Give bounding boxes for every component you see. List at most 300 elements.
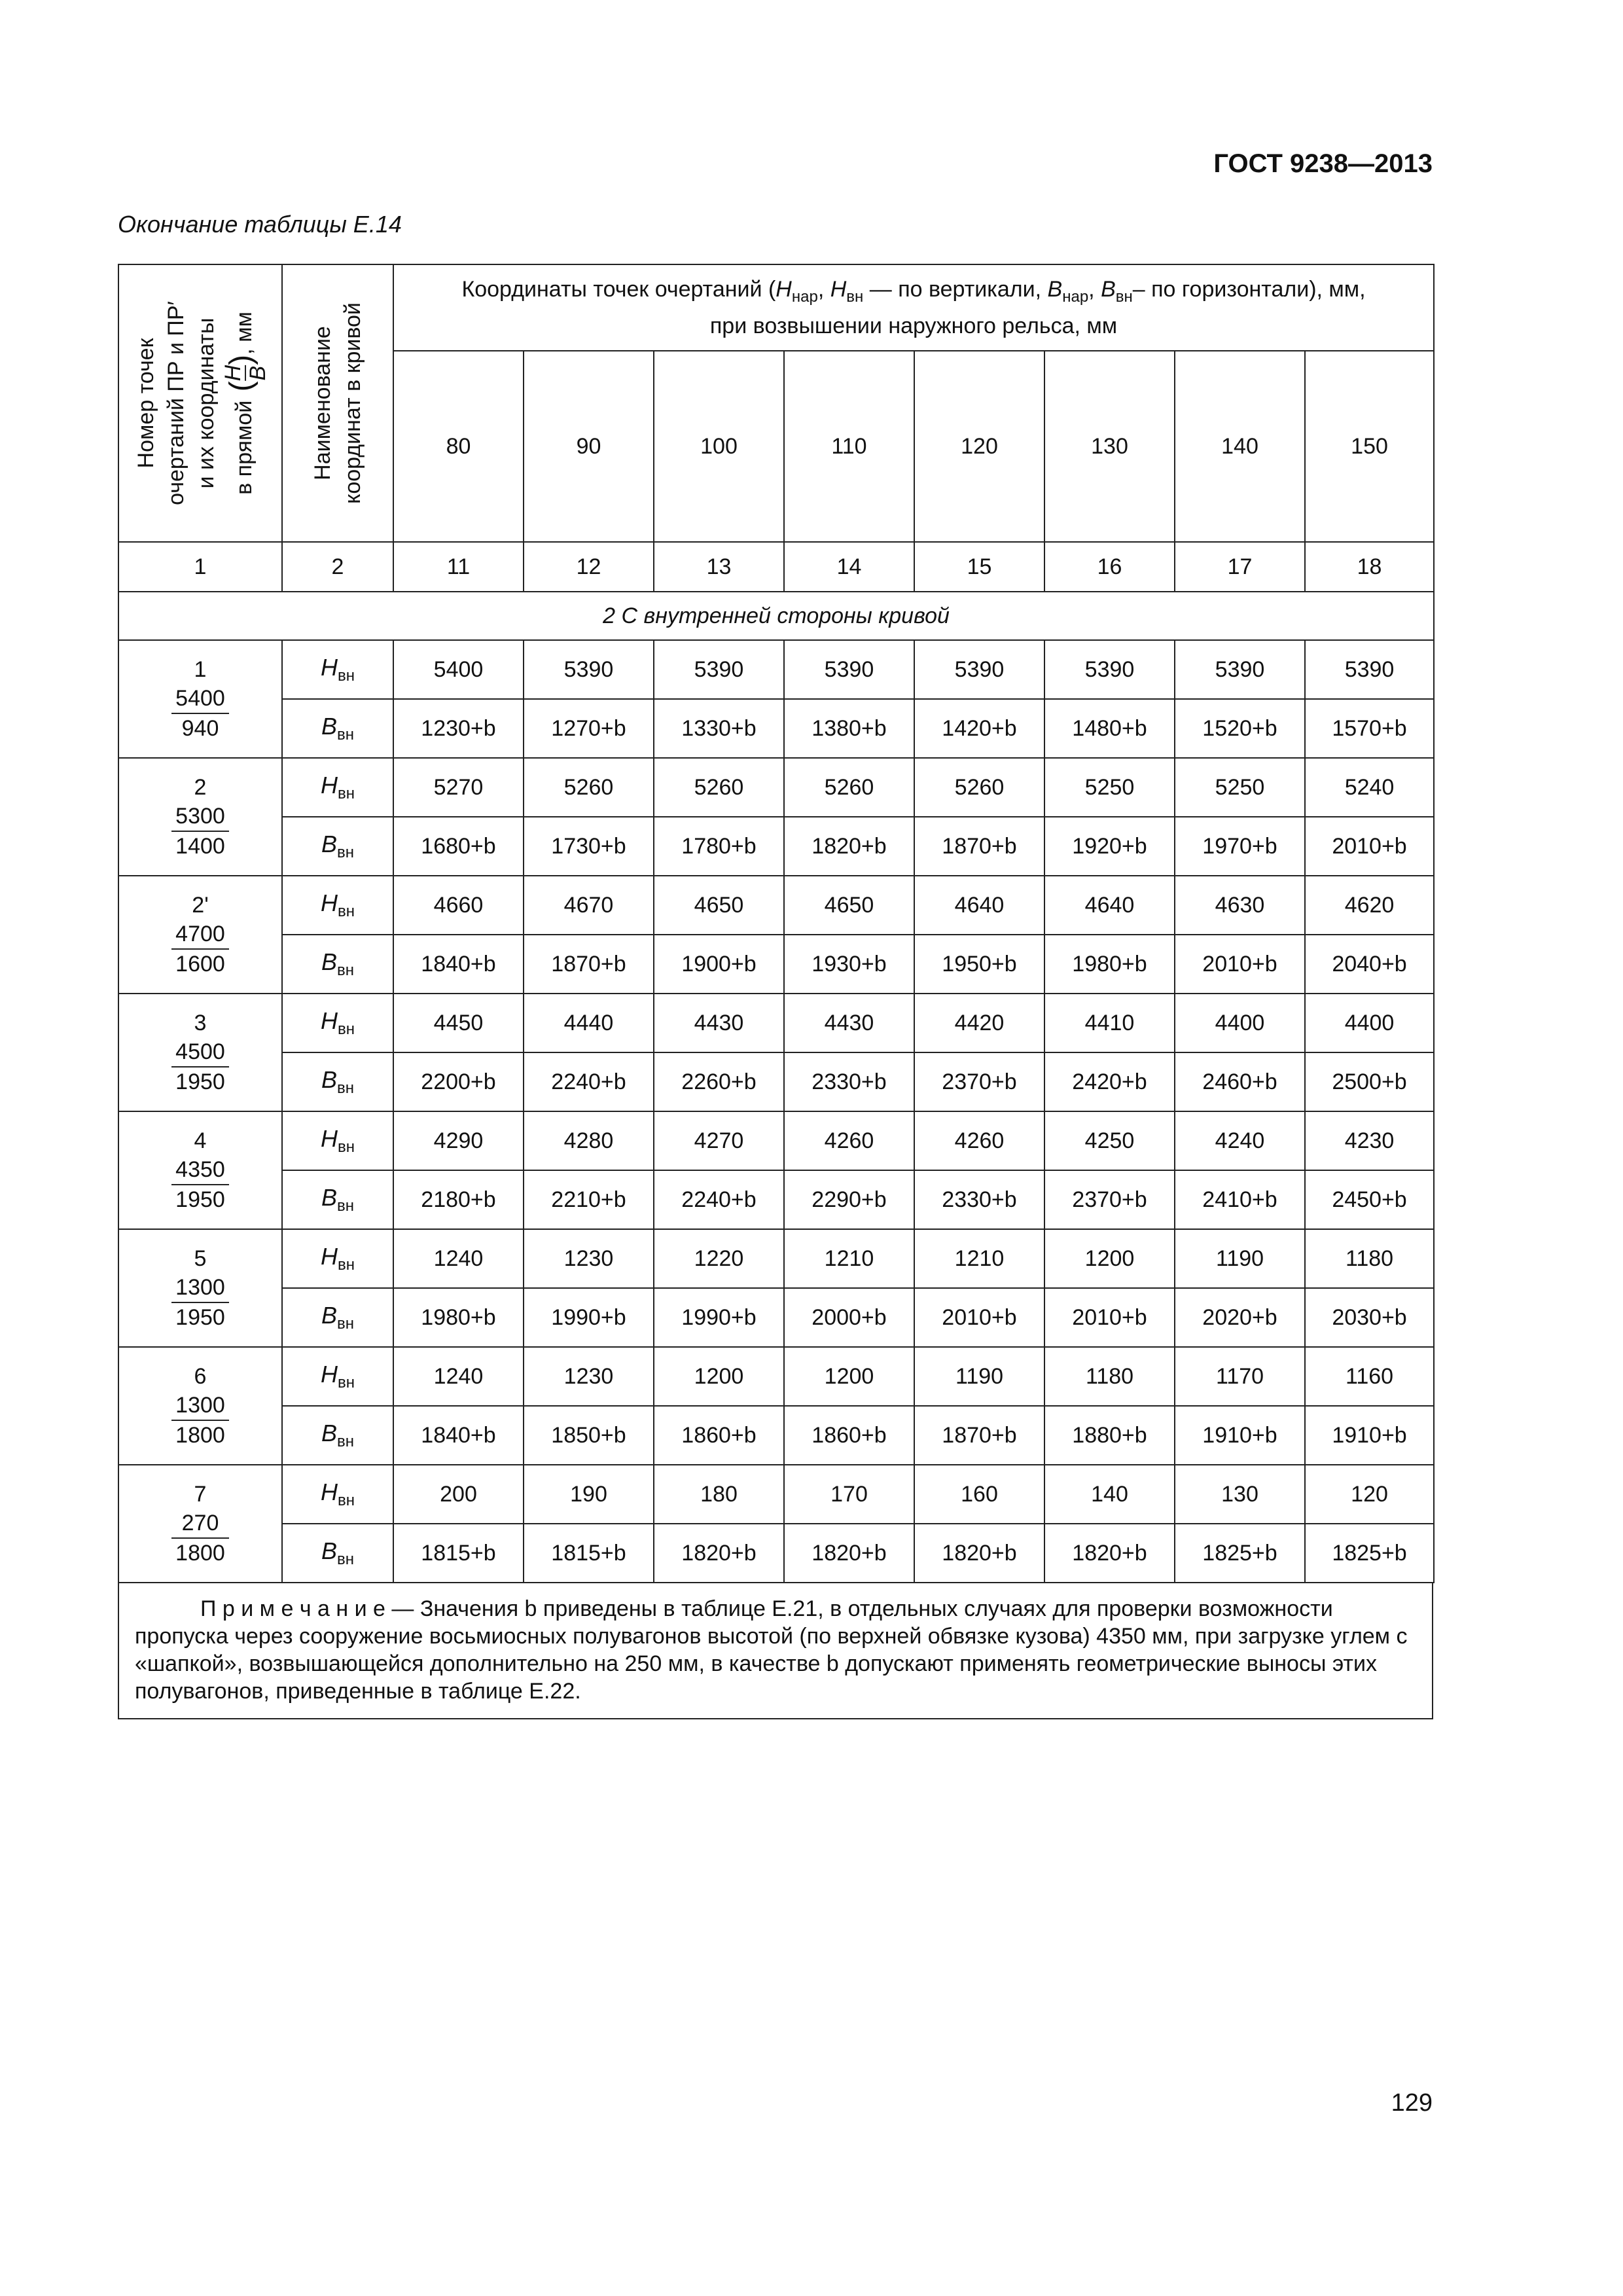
value-cell: 2000+b <box>784 1288 914 1347</box>
value-cell: 1990+b <box>524 1288 654 1347</box>
coordinate-name-cell <box>282 817 393 876</box>
point-cell <box>118 758 282 876</box>
value-cell: 5260 <box>914 758 1044 817</box>
header-subscript: вн <box>1115 287 1133 306</box>
coordinate-label <box>320 1124 355 1157</box>
coordinate-subscript: вн <box>337 667 355 685</box>
header-letter: B <box>1101 277 1116 302</box>
coordinate-letter: H <box>320 1360 338 1388</box>
table-row <box>118 1406 1434 1465</box>
value-cell: 1270+b <box>524 699 654 758</box>
coordinate-label <box>320 1360 355 1392</box>
header-subscript: нар <box>1062 287 1089 306</box>
table-caption: Окончание таблицы Е.14 <box>118 211 402 238</box>
header-coordinate-name-line: Наименование <box>310 326 335 480</box>
coordinate-letter: B <box>321 830 337 857</box>
value-cell: 5250 <box>1044 758 1175 817</box>
value-cell: 1230+b <box>393 699 524 758</box>
table-note <box>118 1583 1433 1719</box>
coordinate-letter: H <box>320 889 338 916</box>
point-fraction <box>171 1391 229 1450</box>
header-point-number-line <box>161 301 191 505</box>
elevation-cell: 140 <box>1175 351 1305 542</box>
coordinate-label <box>320 889 355 921</box>
header-coordinate-name <box>282 264 393 542</box>
value-cell: 1815+b <box>393 1524 524 1583</box>
table-row <box>118 1111 1434 1170</box>
coordinate-subscript: вн <box>337 961 355 980</box>
coordinate-label <box>321 1419 355 1451</box>
elevation-cell: 80 <box>393 351 524 542</box>
column-number-cell: 1 <box>118 542 282 592</box>
value-cell: 2240+b <box>654 1170 784 1229</box>
coordinate-subscript: вн <box>337 1433 355 1451</box>
page-number: 129 <box>1391 2089 1433 2117</box>
coordinate-subscript: вн <box>337 1197 355 1215</box>
point-cell <box>118 876 282 994</box>
point-cell <box>118 1229 282 1347</box>
value-cell: 140 <box>1044 1465 1175 1524</box>
coordinate-subscript: вн <box>337 1256 355 1274</box>
note-text: П р и м е ч а н и е — Значения b приведены в таблице Е.21, в отдельных случаях для проверки возможности пропуска через сооружение восьмиосных полувагонов высотой (по верхней обвязке кузова) 4350 мм, при загрузке углем с «шапкой», возвышающейся дополнительно на 250 мм, в качестве b допускают применять геометрические выносы этих полувагонов, приведенные в таблице Е.22. <box>135 1596 1408 1704</box>
coordinate-name-cell <box>282 1288 393 1347</box>
column-number-cell: 2 <box>282 542 393 592</box>
value-cell: 4400 <box>1175 994 1305 1052</box>
header-span-line2: при возвышении наружного рельса, мм <box>709 313 1118 338</box>
point-fraction <box>171 684 229 743</box>
value-cell: 1820+b <box>1044 1524 1175 1583</box>
coordinate-label <box>321 1537 355 1569</box>
coordinate-subscript: вн <box>337 726 355 744</box>
value-cell: 1210 <box>784 1229 914 1288</box>
value-cell: 5240 <box>1305 758 1434 817</box>
table-row <box>118 640 1434 699</box>
point-fraction <box>171 920 229 978</box>
value-cell: 1520+b <box>1175 699 1305 758</box>
table-row <box>118 1347 1434 1406</box>
value-cell: 1170 <box>1175 1347 1305 1406</box>
value-cell: 2010+b <box>1305 817 1434 876</box>
header-text: , <box>1088 277 1101 302</box>
value-cell: 1870+b <box>914 1406 1044 1465</box>
section-row <box>118 592 1434 640</box>
point-cell <box>118 640 282 758</box>
value-cell: 1860+b <box>784 1406 914 1465</box>
header-text: Номер точек <box>134 338 158 469</box>
value-cell: 200 <box>393 1465 524 1524</box>
value-cell: 4660 <box>393 876 524 935</box>
value-cell: 2450+b <box>1305 1170 1434 1229</box>
value-cell: 1230 <box>524 1347 654 1406</box>
value-cell: 1970+b <box>1175 817 1305 876</box>
point-cell <box>118 1347 282 1465</box>
value-cell: 4230 <box>1305 1111 1434 1170</box>
value-cell: 1200 <box>654 1347 784 1406</box>
value-cell: 2330+b <box>914 1170 1044 1229</box>
header-text: в прямой <box>231 400 257 495</box>
column-number-cell: 11 <box>393 542 524 592</box>
value-cell: 1990+b <box>654 1288 784 1347</box>
coordinate-name-cell <box>282 876 393 935</box>
value-cell: 1820+b <box>654 1524 784 1583</box>
coordinate-name-cell <box>282 1052 393 1111</box>
value-cell: 5390 <box>654 640 784 699</box>
value-cell: 1910+b <box>1305 1406 1434 1465</box>
column-number-cell: 17 <box>1175 542 1305 592</box>
value-cell: 120 <box>1305 1465 1434 1524</box>
value-cell: 2180+b <box>393 1170 524 1229</box>
coordinate-letter: H <box>320 1124 338 1152</box>
section-title: 2 С внутренней стороны кривой <box>118 592 1434 640</box>
elevation-cell: 150 <box>1305 351 1434 542</box>
coordinate-letter: B <box>321 948 337 975</box>
value-cell: 4430 <box>654 994 784 1052</box>
coordinate-letter: B <box>321 1301 337 1329</box>
table-row <box>118 1288 1434 1347</box>
value-cell: 4410 <box>1044 994 1175 1052</box>
point-height: 5400 <box>171 684 229 714</box>
coordinate-letter: H <box>320 653 338 681</box>
table-row <box>118 758 1434 817</box>
fraction-bottom: B <box>245 365 270 381</box>
point-height: 1300 <box>171 1391 229 1421</box>
point-fraction <box>171 1155 229 1214</box>
value-cell: 1240 <box>393 1347 524 1406</box>
coordinate-name-cell <box>282 1170 393 1229</box>
point-cell <box>118 1111 282 1229</box>
value-cell: 4630 <box>1175 876 1305 935</box>
table-row <box>118 1170 1434 1229</box>
value-cell: 1825+b <box>1305 1524 1434 1583</box>
value-cell: 1160 <box>1305 1347 1434 1406</box>
value-cell: 1190 <box>914 1347 1044 1406</box>
value-cell: 1230 <box>524 1229 654 1288</box>
table-row <box>118 817 1434 876</box>
paren-close: ) <box>223 354 259 365</box>
point-number: 6 <box>194 1364 207 1389</box>
column-number-cell: 14 <box>784 542 914 592</box>
coordinate-name-cell <box>282 699 393 758</box>
coordinate-label <box>321 1066 355 1098</box>
value-cell: 1680+b <box>393 817 524 876</box>
value-cell: 1180 <box>1044 1347 1175 1406</box>
value-cell: 4260 <box>784 1111 914 1170</box>
value-cell: 1330+b <box>654 699 784 758</box>
header-point-number-line <box>221 301 270 505</box>
value-cell: 1870+b <box>914 817 1044 876</box>
elevation-cell: 90 <box>524 351 654 542</box>
coordinate-name-cell <box>282 1465 393 1524</box>
coordinate-label <box>321 712 355 744</box>
table-row <box>118 1465 1434 1524</box>
point-number: 5 <box>194 1246 207 1271</box>
coordinate-label <box>321 948 355 980</box>
value-cell: 2500+b <box>1305 1052 1434 1111</box>
point-number: 1 <box>194 657 207 682</box>
value-cell: 2010+b <box>914 1288 1044 1347</box>
value-cell: 170 <box>784 1465 914 1524</box>
coordinate-name-cell <box>282 1111 393 1170</box>
value-cell: 5260 <box>654 758 784 817</box>
elevation-cell: 110 <box>784 351 914 542</box>
coordinate-subscript: вн <box>337 1020 355 1039</box>
value-cell: 5400 <box>393 640 524 699</box>
header-text: , <box>817 277 830 302</box>
value-cell: 1980+b <box>1044 935 1175 994</box>
coordinate-letter: B <box>321 1183 337 1211</box>
coordinate-letter: H <box>320 1242 338 1270</box>
point-width: 1950 <box>175 1069 225 1094</box>
coordinate-subscript: вн <box>337 1315 355 1333</box>
value-cell: 2010+b <box>1175 935 1305 994</box>
value-cell: 1930+b <box>784 935 914 994</box>
header-row <box>118 264 1434 351</box>
value-cell: 4640 <box>1044 876 1175 935</box>
value-cell: 5390 <box>1044 640 1175 699</box>
point-width: 1950 <box>175 1305 225 1330</box>
header-coordinate-name-line: координат в кривой <box>340 302 365 504</box>
value-cell: 180 <box>654 1465 784 1524</box>
point-height: 5300 <box>171 802 229 832</box>
value-cell: 4240 <box>1175 1111 1305 1170</box>
fraction-top: H <box>221 365 245 382</box>
value-cell: 5250 <box>1175 758 1305 817</box>
coordinate-letter: H <box>320 1007 338 1034</box>
header-subscript: нар <box>791 287 818 306</box>
value-cell: 1240 <box>393 1229 524 1288</box>
value-cell: 1730+b <box>524 817 654 876</box>
coordinate-name-cell <box>282 1406 393 1465</box>
value-cell: 5390 <box>784 640 914 699</box>
point-width: 940 <box>181 716 219 741</box>
value-cell: 5260 <box>524 758 654 817</box>
value-cell: 1850+b <box>524 1406 654 1465</box>
value-cell: 5390 <box>1175 640 1305 699</box>
value-cell: 2040+b <box>1305 935 1434 994</box>
table-row <box>118 935 1434 994</box>
coordinate-letter: H <box>320 1478 338 1505</box>
value-cell: 5270 <box>393 758 524 817</box>
coordinate-label <box>320 771 355 803</box>
value-cell: 190 <box>524 1465 654 1524</box>
value-cell: 1180 <box>1305 1229 1434 1288</box>
elevation-cell: 100 <box>654 351 784 542</box>
coordinate-letter: B <box>321 1419 337 1446</box>
point-number: 2' <box>192 893 209 918</box>
table-row <box>118 1229 1434 1288</box>
coordinate-name-cell <box>282 935 393 994</box>
coordinate-letter: H <box>320 771 338 798</box>
header-point-number-line <box>131 301 161 505</box>
value-cell: 2370+b <box>914 1052 1044 1111</box>
value-cell: 1570+b <box>1305 699 1434 758</box>
value-cell: 5390 <box>914 640 1044 699</box>
value-cell: 2330+b <box>784 1052 914 1111</box>
coordinate-label <box>320 1242 355 1274</box>
coordinates-table <box>118 264 1435 1583</box>
value-cell: 2260+b <box>654 1052 784 1111</box>
header-letter: H <box>776 277 792 302</box>
value-cell: 2020+b <box>1175 1288 1305 1347</box>
value-cell: 5260 <box>784 758 914 817</box>
coordinate-name-cell <box>282 994 393 1052</box>
value-cell: 4670 <box>524 876 654 935</box>
document-code: ГОСТ 9238—2013 <box>1213 149 1433 178</box>
point-height: 4500 <box>171 1037 229 1067</box>
value-cell: 1950+b <box>914 935 1044 994</box>
value-cell: 4650 <box>654 876 784 935</box>
coordinate-name-cell <box>282 1524 393 1583</box>
value-cell: 1380+b <box>784 699 914 758</box>
value-cell: 2200+b <box>393 1052 524 1111</box>
coordinate-name-cell <box>282 640 393 699</box>
header-letter: B <box>1047 277 1063 302</box>
coordinate-label <box>320 653 355 685</box>
coordinate-subscript: вн <box>337 1551 355 1569</box>
coordinate-label <box>321 830 355 862</box>
coordinate-subscript: вн <box>337 1079 355 1098</box>
value-cell: 130 <box>1175 1465 1305 1524</box>
value-cell: 4270 <box>654 1111 784 1170</box>
coordinate-label <box>321 1301 355 1333</box>
value-cell: 2030+b <box>1305 1288 1434 1347</box>
value-cell: 1860+b <box>654 1406 784 1465</box>
value-cell: 1780+b <box>654 817 784 876</box>
point-fraction <box>171 802 229 861</box>
header-letter: H <box>830 277 847 302</box>
coordinate-letter: B <box>321 1066 337 1093</box>
value-cell: 4260 <box>914 1111 1044 1170</box>
coordinate-name-cell <box>282 1347 393 1406</box>
value-cell: 5390 <box>524 640 654 699</box>
value-cell: 1480+b <box>1044 699 1175 758</box>
value-cell: 1820+b <box>784 1524 914 1583</box>
coordinate-name-cell <box>282 758 393 817</box>
value-cell: 1840+b <box>393 935 524 994</box>
value-cell: 4400 <box>1305 994 1434 1052</box>
value-cell: 2240+b <box>524 1052 654 1111</box>
header-unit: , мм <box>231 312 257 355</box>
coordinate-label <box>321 1183 355 1215</box>
point-cell <box>118 1465 282 1583</box>
table-row <box>118 1052 1434 1111</box>
value-cell: 2410+b <box>1175 1170 1305 1229</box>
value-cell: 4250 <box>1044 1111 1175 1170</box>
table-row <box>118 699 1434 758</box>
point-width: 1950 <box>175 1187 225 1212</box>
header-fraction <box>221 365 270 382</box>
value-cell: 2210+b <box>524 1170 654 1229</box>
header-text: — по вертикали, <box>863 277 1048 302</box>
coordinate-subscript: вн <box>337 903 355 921</box>
column-number-cell: 16 <box>1044 542 1175 592</box>
value-cell: 1980+b <box>393 1288 524 1347</box>
coordinate-letter: B <box>321 712 337 740</box>
coordinate-letter: B <box>321 1537 337 1564</box>
point-number: 2 <box>194 775 207 800</box>
value-cell: 1190 <box>1175 1229 1305 1288</box>
column-number-cell: 13 <box>654 542 784 592</box>
value-cell: 2290+b <box>784 1170 914 1229</box>
header-text: – по горизонтали), мм, <box>1132 277 1366 302</box>
value-cell: 1200 <box>1044 1229 1175 1288</box>
point-fraction <box>171 1509 229 1568</box>
value-cell: 1210 <box>914 1229 1044 1288</box>
coordinate-subscript: вн <box>337 1374 355 1392</box>
value-cell: 4640 <box>914 876 1044 935</box>
coordinate-subscript: вн <box>337 1138 355 1157</box>
point-width: 1800 <box>175 1541 225 1566</box>
header-point-number-line <box>191 301 221 505</box>
value-cell: 4650 <box>784 876 914 935</box>
value-cell: 2370+b <box>1044 1170 1175 1229</box>
value-cell: 4420 <box>914 994 1044 1052</box>
elevation-cell: 120 <box>914 351 1044 542</box>
point-height: 4350 <box>171 1155 229 1185</box>
table-e14 <box>118 264 1433 1719</box>
table-row <box>118 994 1434 1052</box>
value-cell: 1880+b <box>1044 1406 1175 1465</box>
coordinate-subscript: вн <box>337 1492 355 1510</box>
header-text: Координаты точек очертаний ( <box>461 277 776 302</box>
value-cell: 4430 <box>784 994 914 1052</box>
point-number: 7 <box>194 1482 207 1507</box>
value-cell: 1870+b <box>524 935 654 994</box>
value-cell: 2460+b <box>1175 1052 1305 1111</box>
value-cell: 4450 <box>393 994 524 1052</box>
value-cell: 1200 <box>784 1347 914 1406</box>
value-cell: 1840+b <box>393 1406 524 1465</box>
value-cell: 2010+b <box>1044 1288 1175 1347</box>
column-number-row <box>118 542 1434 592</box>
value-cell: 4620 <box>1305 876 1434 935</box>
elevation-cell: 130 <box>1044 351 1175 542</box>
point-fraction <box>171 1037 229 1096</box>
point-height: 270 <box>171 1509 229 1539</box>
coordinate-subscript: вн <box>337 785 355 803</box>
header-text: очертаний ПР и ПР′ <box>164 301 188 505</box>
point-width: 1600 <box>175 952 225 977</box>
value-cell: 1825+b <box>1175 1524 1305 1583</box>
value-cell: 5390 <box>1305 640 1434 699</box>
value-cell: 1815+b <box>524 1524 654 1583</box>
column-number-cell: 18 <box>1305 542 1434 592</box>
value-cell: 2420+b <box>1044 1052 1175 1111</box>
value-cell: 1820+b <box>914 1524 1044 1583</box>
coordinate-subscript: вн <box>337 844 355 862</box>
paren-open: ( <box>223 381 259 401</box>
value-cell: 1910+b <box>1175 1406 1305 1465</box>
table-row <box>118 876 1434 935</box>
column-number-cell: 15 <box>914 542 1044 592</box>
value-cell: 1420+b <box>914 699 1044 758</box>
coordinate-name-cell <box>282 1229 393 1288</box>
point-fraction <box>171 1273 229 1332</box>
point-width: 1800 <box>175 1423 225 1448</box>
value-cell: 1820+b <box>784 817 914 876</box>
point-height: 4700 <box>171 920 229 950</box>
header-text: и их координаты <box>194 317 219 489</box>
value-cell: 1900+b <box>654 935 784 994</box>
value-cell: 1920+b <box>1044 817 1175 876</box>
value-cell: 4280 <box>524 1111 654 1170</box>
point-height: 1300 <box>171 1273 229 1303</box>
value-cell: 160 <box>914 1465 1044 1524</box>
header-subscript: вн <box>846 287 864 306</box>
coordinate-label <box>320 1007 355 1039</box>
value-cell: 4290 <box>393 1111 524 1170</box>
value-cell: 1220 <box>654 1229 784 1288</box>
